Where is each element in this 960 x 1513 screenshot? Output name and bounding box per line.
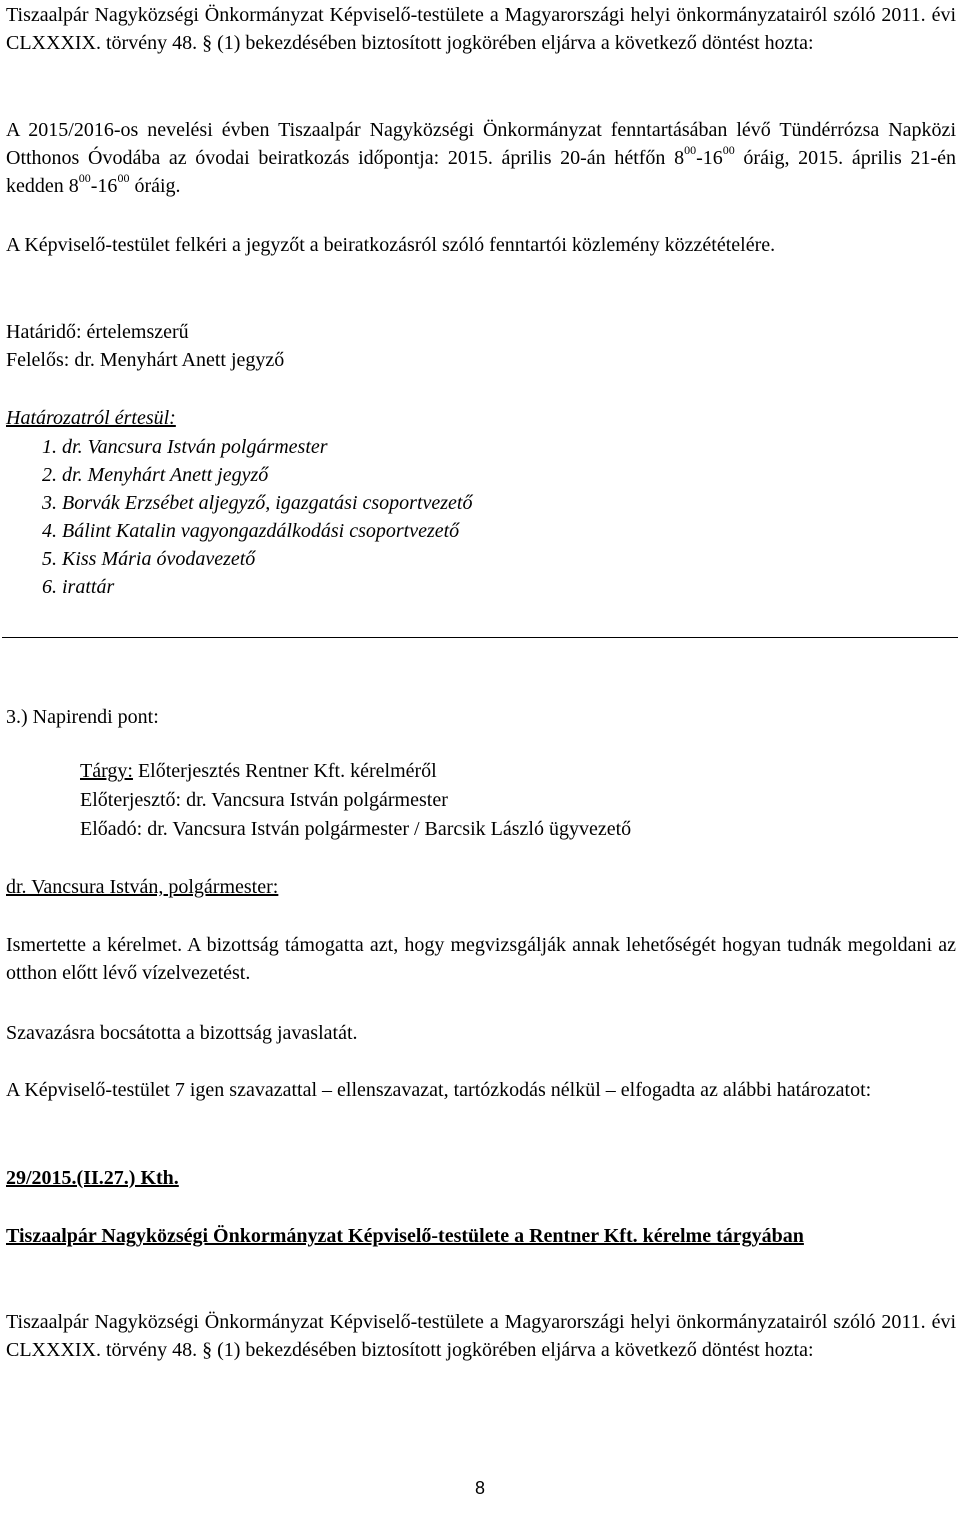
list-item: 4. Bálint Katalin vagyongazdálkodási csoportvezető xyxy=(42,520,460,542)
vote-result: A Képviselő-testület 7 igen szavazattal – ellenszavazat, tartózkodás nélkül – elfogadta az alábbi határozatot: xyxy=(6,1079,872,1101)
subject-text: Előterjesztés Rentner Kft. kérelméről xyxy=(132,760,437,782)
responsible-person: Felelős: dr. Menyhárt Anett jegyző xyxy=(6,349,285,371)
section-divider xyxy=(2,637,958,638)
closing-paragraph: Tiszaalpár Nagyközségi Önkormányzat Képviselő-testülete a Magyarországi helyi önkormányzatairól szóló 2011. évi CLXXXIX. törvény 48. § (1) bekezdésében biztosított jogkörében eljárva a következő döntést hozta: xyxy=(6,1311,956,1361)
list-item: 3. Borvák Erzsébet aljegyző, igazgatási csoportvezető xyxy=(42,492,473,514)
notify-heading: Határozatról értesül: xyxy=(6,407,176,429)
deadline: Határidő: értelemszerű xyxy=(6,321,189,343)
list-item: 5. Kiss Mária óvodavezető xyxy=(42,548,256,570)
list-item: 1. dr. Vancsura István polgármester xyxy=(42,436,328,458)
page-number: 8 xyxy=(474,1478,485,1498)
publication-request: A Képviselő-testület felkéri a jegyzőt a beiratkozásról szóló fenntartói közlemény közzétételére. xyxy=(6,234,776,256)
resolution-number: 29/2015.(II.27.) Kth. xyxy=(6,1167,179,1189)
presenter-line: Előadó: dr. Vancsura István polgármester / Barcsik László ügyvezető xyxy=(80,818,632,840)
list-item: 2. dr. Menyhárt Anett jegyző xyxy=(42,464,269,486)
subject-line xyxy=(80,757,940,785)
resolution-title: Tiszaalpár Nagyközségi Önkormányzat Képviselő-testülete a Rentner Kft. kérelme tárgyában xyxy=(6,1225,804,1247)
speaker-name: dr. Vancsura István, polgármester: xyxy=(6,876,279,898)
list-item: 6. irattár xyxy=(42,576,115,598)
notify-list xyxy=(42,433,942,601)
agenda-item-heading: 3.) Napirendi pont: xyxy=(6,706,159,728)
subject-label: Tárgy: xyxy=(80,760,133,782)
proposer-line: Előterjesztő: dr. Vancsura István polgármester xyxy=(80,789,448,811)
enrollment-decision: A 2015/2016-os nevelési évben Tiszaalpár Nagyközségi Önkormányzat fenntartásában lévő Tündérrózsa Napközi Otthonos Óvodába az óvodai beiratkozás időpontja: 2015. április 20-án hétfőn $8^{00}-16^{00}$ óráig, 2015. április 21-én kedden $8^{00}-16^{00}$ óráig. xyxy=(6,119,956,197)
speech-text: Ismertette a kérelmet. A bizottság támogatta azt, hogy megvizsgálják annak lehetőségét hogyan tudnák megoldani az otthon előtt lévő vízelvezetést. xyxy=(6,934,956,984)
intro-paragraph: Tiszaalpár Nagyközségi Önkormányzat Képviselő-testülete a Magyarországi helyi önkormányzatairól szóló 2011. évi CLXXXIX. törvény 48. § (1) bekezdésében biztosított jogkörében eljárva a következő döntést hozta: xyxy=(6,4,956,54)
vote-call: Szavazásra bocsátotta a bizottság javaslatát. xyxy=(6,1022,358,1044)
